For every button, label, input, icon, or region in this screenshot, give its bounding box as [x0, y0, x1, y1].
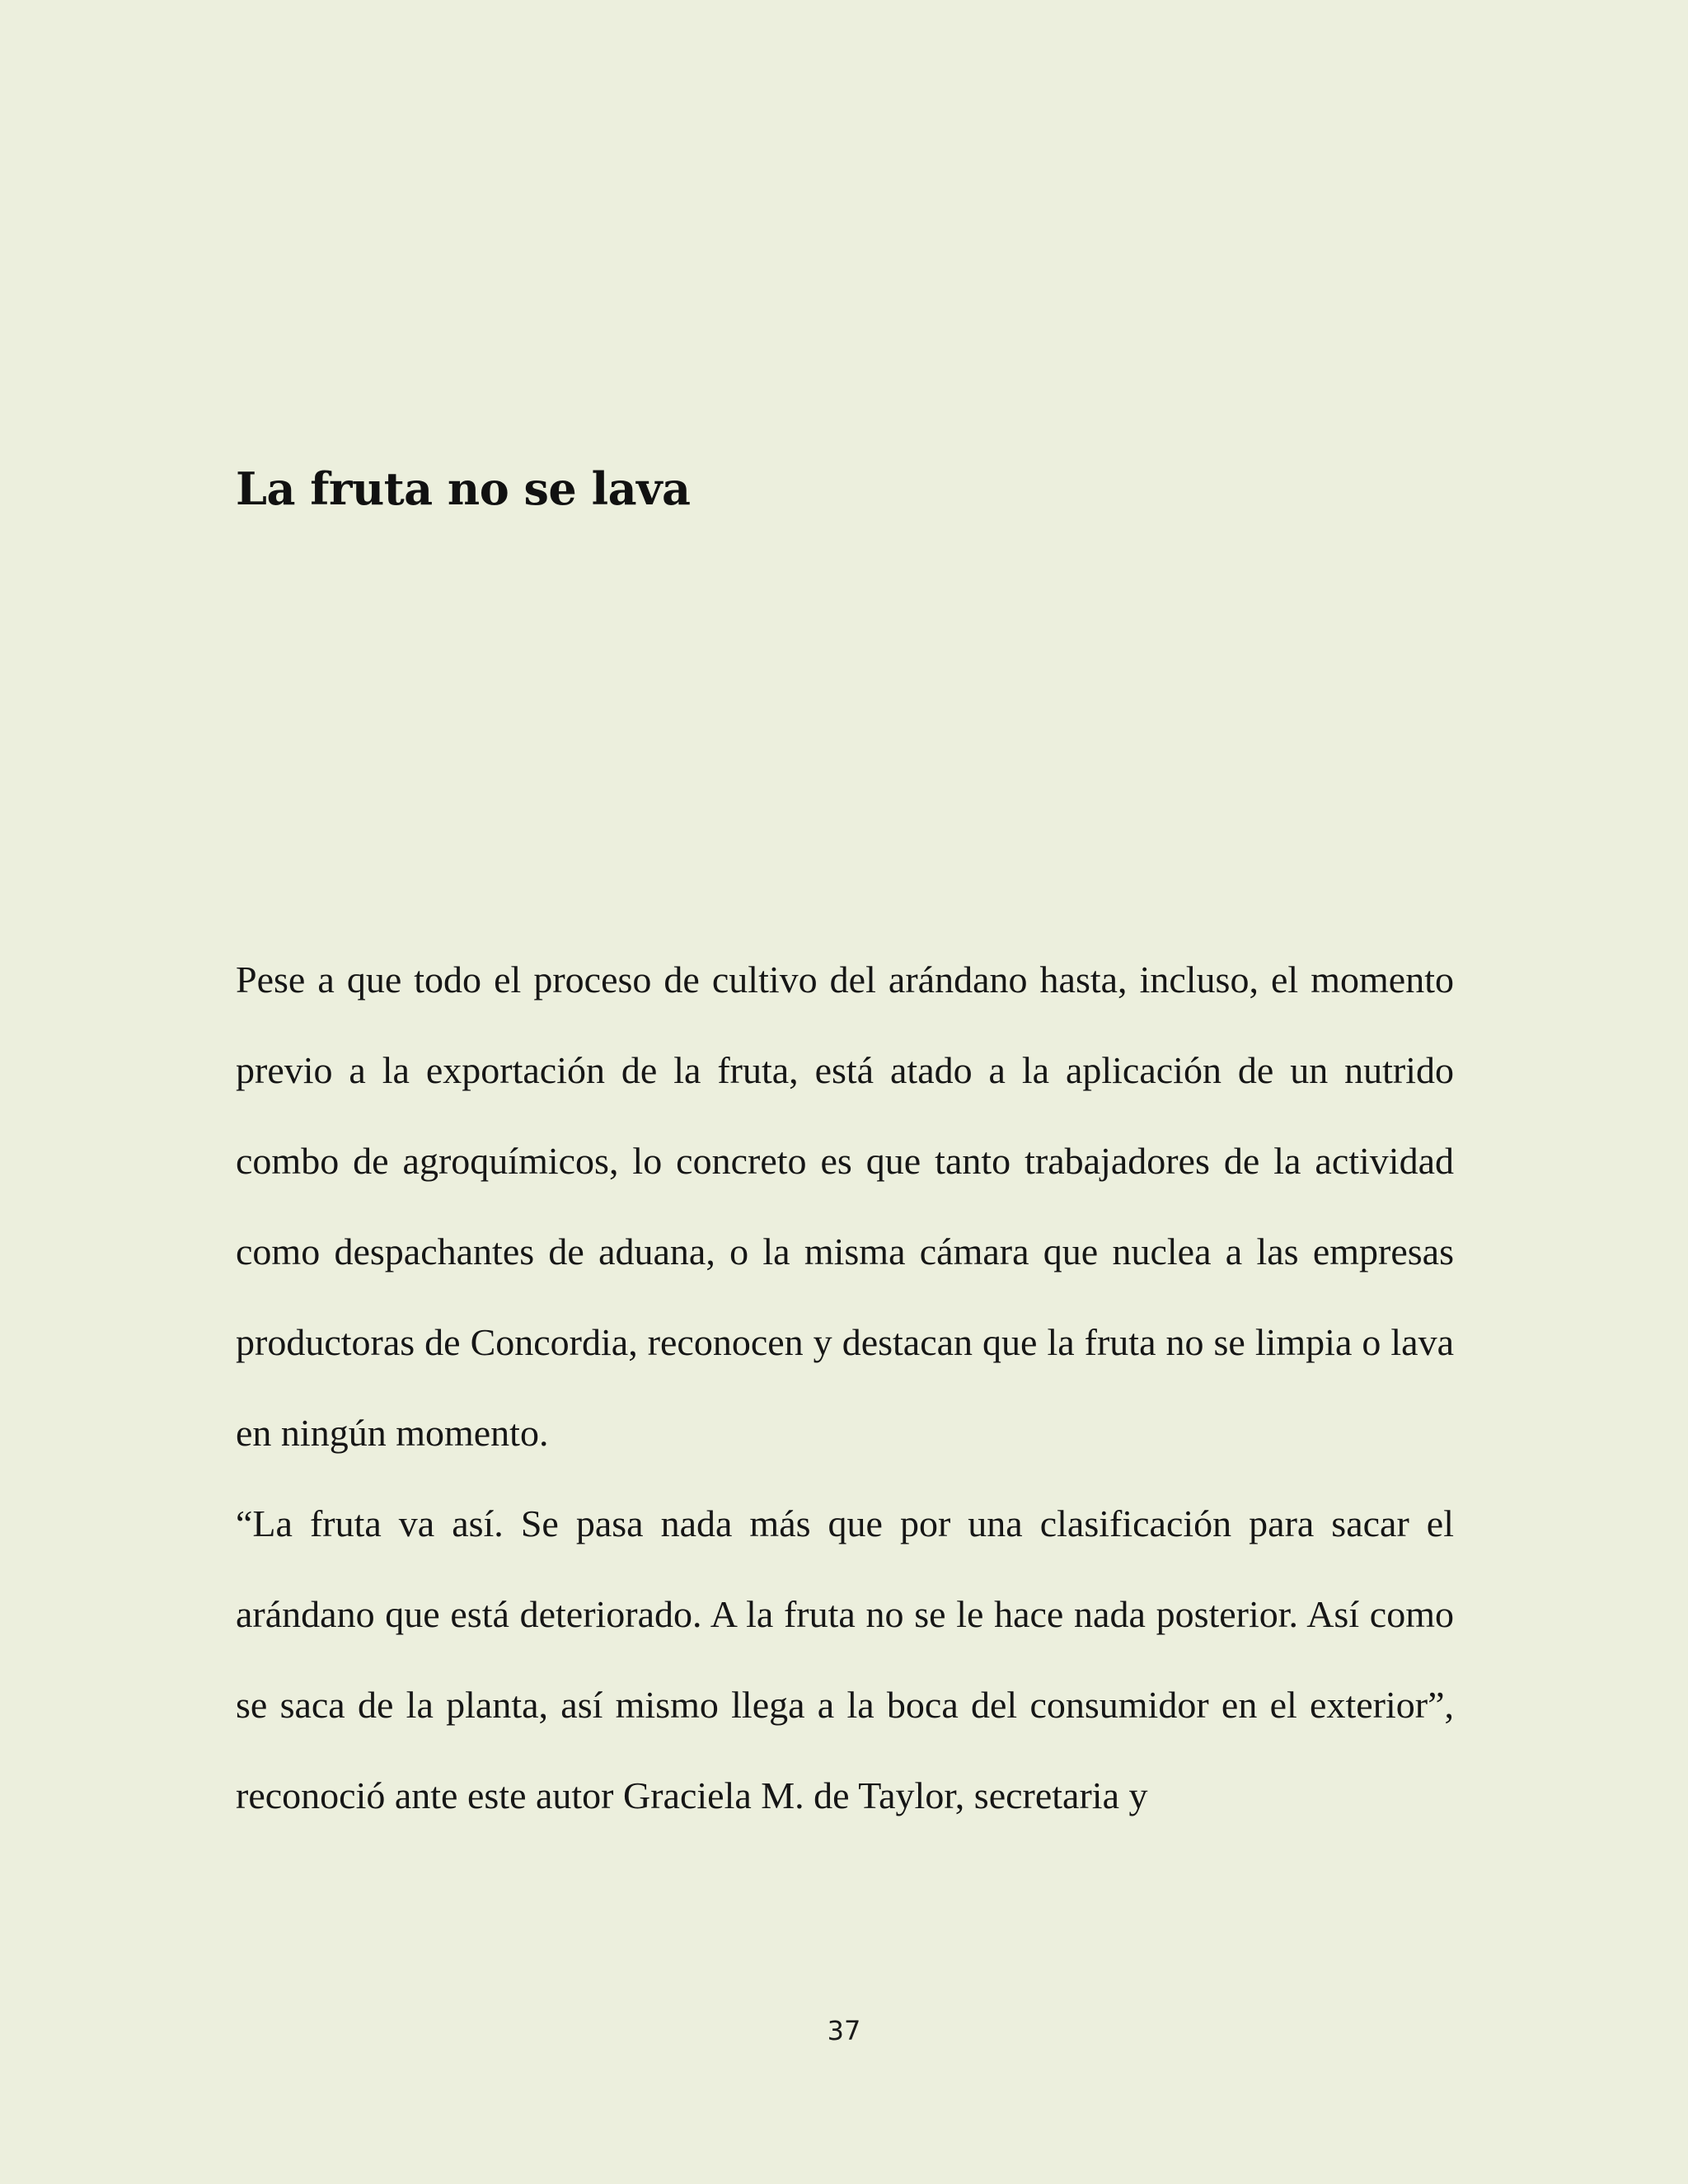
chapter-title: La fruta no se lava: [236, 462, 691, 515]
page-number: 37: [827, 2015, 861, 2046]
paragraph: Pese a que todo el proceso de cultivo del arándano hasta, incluso, el momento previo a la exportación de la fruta, está atado a la aplicación de un nutrido combo de agroquímicos, lo concreto es que tanto trabajadores de la actividad como despachantes de aduana, o la misma cámara que nuclea a las empresas productoras de Concordia, reconocen y destacan que la fruta no se limpia o lava en ningún momento.: [236, 958, 1454, 1454]
paragraph: “La fruta va así. Se pasa nada más que por una clasificación para sacar el arándano que está deteriorado. A la fruta no se le hace nada posterior. Así como se saca de la planta, así mismo llega a la boca del consumidor en el exterior”, reconoció ante este autor Graciela M. de Taylor, secretaria y: [236, 1502, 1454, 1816]
body-text: [236, 935, 1454, 1841]
